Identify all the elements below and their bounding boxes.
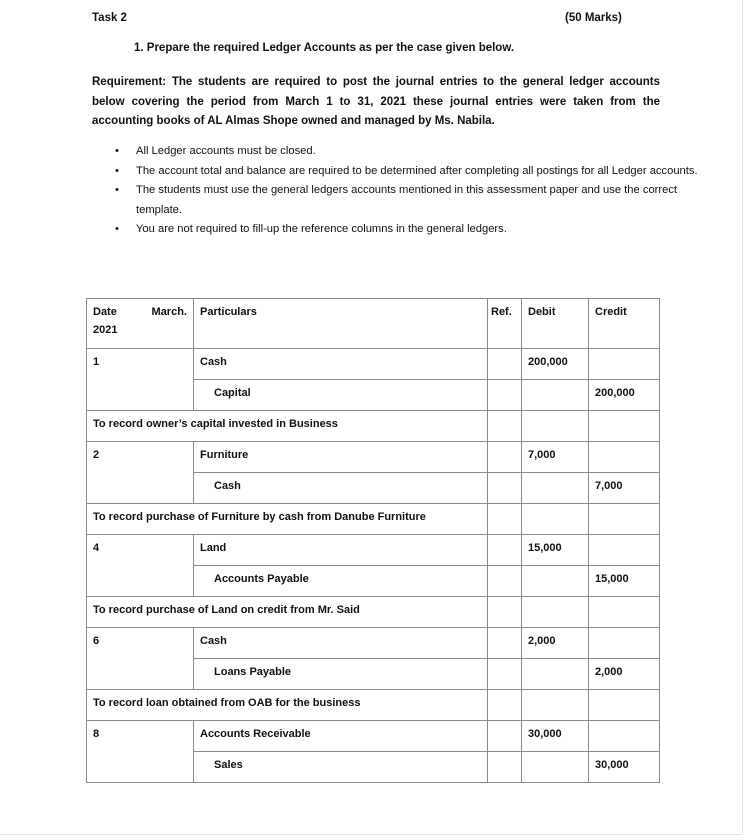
entry-date: 1 (87, 349, 194, 411)
bullet-text: All Ledger accounts must be closed. (136, 145, 316, 157)
debit-cell (522, 473, 589, 504)
bullet-item: • The students must use the general ledgers accounts mentioned in this assessment paper and use the correct template. (115, 184, 678, 216)
header-date: Date March. 2021 (87, 299, 194, 349)
table-row (87, 349, 660, 380)
credit-amount: 200,000 (589, 380, 660, 411)
bullet-text: The account total and balance are required to be determined after completing all postings for all Ledger accounts. (136, 164, 698, 177)
narration-row (87, 597, 660, 628)
bullet-text: The students must use the general ledgers accounts mentioned in this assessment paper and use the correct template. (136, 184, 678, 216)
ref-cell (488, 597, 522, 628)
marks-label: (50 Marks) (565, 12, 622, 24)
debit-account: Land (194, 535, 488, 566)
credit-amount: 2,000 (589, 659, 660, 690)
ref-cell (488, 442, 522, 473)
bullet-text: You are not required to fill-up the reference columns in the general ledgers. (136, 223, 507, 235)
credit-amount: 15,000 (589, 566, 660, 597)
ref-cell (488, 349, 522, 380)
credit-account: Capital (194, 380, 488, 411)
ref-cell (488, 380, 522, 411)
bullet-item: • You are not required to fill-up the reference columns in the general ledgers. (115, 223, 507, 235)
debit-cell (522, 752, 589, 783)
credit-cell (589, 721, 660, 752)
entry-date: 2 (87, 442, 194, 504)
credit-account: Loans Payable (194, 659, 488, 690)
entry-date: 6 (87, 628, 194, 690)
header-particulars: Particulars (194, 299, 488, 349)
debit-account: Cash (194, 628, 488, 659)
debit-cell (522, 597, 589, 628)
bullet-item: • All Ledger accounts must be closed. (115, 145, 316, 157)
entry-date: 4 (87, 535, 194, 597)
debit-amount: 200,000 (522, 349, 589, 380)
ref-cell (488, 752, 522, 783)
debit-cell (522, 659, 589, 690)
credit-cell (589, 690, 660, 721)
ref-cell (488, 566, 522, 597)
table-row (87, 442, 660, 473)
journal-table (86, 298, 660, 783)
debit-amount: 7,000 (522, 442, 589, 473)
ref-cell (488, 690, 522, 721)
credit-amount: 7,000 (589, 473, 660, 504)
debit-amount: 30,000 (522, 721, 589, 752)
credit-cell (589, 442, 660, 473)
header-ref: Ref. (488, 299, 522, 349)
debit-account: Accounts Receivable (194, 721, 488, 752)
debit-cell (522, 690, 589, 721)
debit-cell (522, 566, 589, 597)
credit-account: Accounts Payable (194, 566, 488, 597)
entry-date: 8 (87, 721, 194, 783)
narration: To record purchase of Furniture by cash from Danube Furniture (87, 504, 488, 535)
ref-cell (488, 628, 522, 659)
header-debit: Debit (522, 299, 589, 349)
debit-account: Cash (194, 349, 488, 380)
requirements-list (96, 142, 702, 240)
requirement-paragraph: Requirement: The students are required to post the journal entries to the general ledger accounts below covering the period from March 1 to 31, 2021 these journal entries were taken from the accounting books of AL Almas Shope owned and managed by Ms. Nabila. (92, 76, 660, 127)
narration-row (87, 504, 660, 535)
credit-amount: 30,000 (589, 752, 660, 783)
credit-cell (589, 504, 660, 535)
bullet-item: • The account total and balance are required to be determined after completing all postings for all Ledger accounts. (115, 164, 698, 177)
credit-cell (589, 628, 660, 659)
header-credit: Credit (589, 299, 660, 349)
table-row (87, 628, 660, 659)
narration: To record purchase of Land on credit from Mr. Said (87, 597, 488, 628)
ref-cell (488, 535, 522, 566)
question-text: 1. Prepare the required Ledger Accounts as per the case given below. (134, 42, 515, 54)
ref-cell (488, 473, 522, 504)
debit-amount: 15,000 (522, 535, 589, 566)
credit-cell (589, 597, 660, 628)
table-row (87, 721, 660, 752)
debit-amount: 2,000 (522, 628, 589, 659)
credit-cell (589, 535, 660, 566)
credit-account: Cash (194, 473, 488, 504)
narration-row (87, 690, 660, 721)
debit-cell (522, 380, 589, 411)
narration: To record loan obtained from OAB for the business (87, 690, 488, 721)
task-title: Task 2 (92, 12, 127, 24)
credit-account: Sales (194, 752, 488, 783)
ref-cell (488, 411, 522, 442)
narration: To record owner’s capital invested in Business (87, 411, 488, 442)
table-header-row (87, 299, 660, 349)
debit-cell (522, 411, 589, 442)
table-row (87, 535, 660, 566)
ref-cell (488, 721, 522, 752)
ref-cell (488, 504, 522, 535)
debit-cell (522, 504, 589, 535)
narration-row (87, 411, 660, 442)
credit-cell (589, 349, 660, 380)
ref-cell (488, 659, 522, 690)
credit-cell (589, 411, 660, 442)
debit-account: Furniture (194, 442, 488, 473)
